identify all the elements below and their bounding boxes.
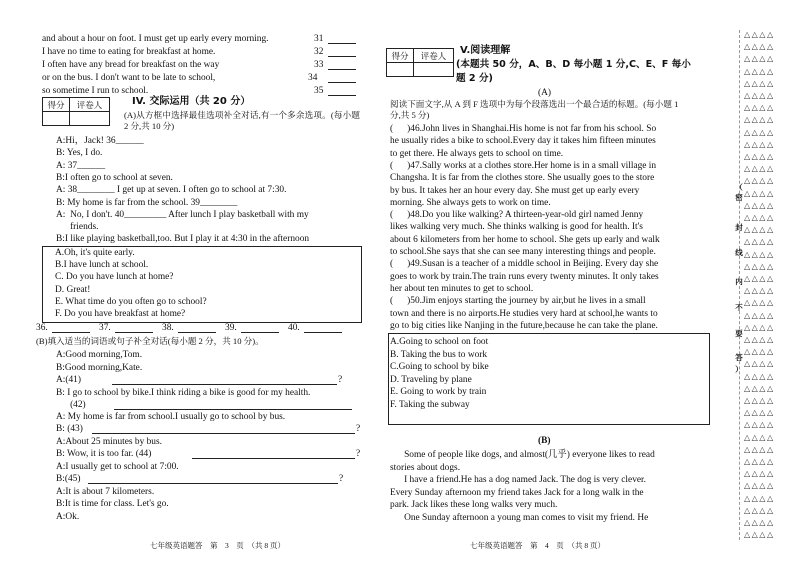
question-mark: ?: [338, 375, 343, 385]
triangle-row: △△△△: [744, 310, 775, 320]
passage-line: I have a friend.He has a dog named Jack. The dog is very clever.: [390, 475, 646, 485]
options-box: [42, 246, 362, 323]
triangle-row: △△△△: [744, 432, 775, 442]
page-footer: 七年级英语题答 第 4 页 （共 8 页）: [470, 541, 605, 550]
dialog-line: B:I often go to school at seven.: [56, 172, 173, 183]
dialog-line: (42): [56, 400, 86, 410]
score-cell: [70, 112, 110, 126]
passage-line: to school.She says that she can see many interesting things and people.: [390, 247, 656, 257]
triangle-row: △△△△: [744, 347, 775, 357]
option-item: B.I have lunch at school.: [55, 260, 149, 271]
triangle-row: △△△△: [744, 152, 775, 161]
option-item: F. Do you have breakfast at home?: [55, 309, 186, 319]
seal-char: 封: [735, 223, 743, 232]
answer-blank: [115, 324, 153, 333]
part-label: (B): [538, 436, 551, 446]
triangle-row: △△△△: [744, 383, 775, 393]
dialog-line: A: 38________ I get up at seven. I often go to school at 7:30.: [56, 185, 287, 196]
dialog-line: B: Yes, I do.: [56, 148, 103, 159]
passage-line: by bus. It takes her an hour every day. She must get up early every: [390, 185, 640, 196]
instruction: (B)填入适当的词语或句子补全对话(每小题 2 分，共 10 分)。: [36, 336, 264, 346]
question-mark: ?: [356, 449, 361, 459]
passage-line: her about ten minutes to get to school.: [390, 283, 534, 294]
score-table: [386, 48, 454, 77]
score-label: 评卷人: [414, 49, 454, 63]
triangle-row: △△△△: [744, 408, 775, 418]
instruction: (A)从方框中选择最佳选项补全对话,有一个多余选项。(每小题 2 分,共 10 分): [124, 110, 360, 131]
passage-line: likes walking very much. She thinks walking is good for health. It's: [390, 222, 643, 233]
answer-number: 40.: [288, 323, 300, 333]
triangle-row: △△△△: [744, 396, 775, 405]
correction-number: 32: [314, 47, 324, 57]
triangle-row: △△△△: [744, 274, 775, 283]
dialog-line: friends.: [56, 222, 99, 233]
dialog-line: B:(45): [56, 474, 81, 484]
answer-blank: [192, 450, 355, 459]
correction-number: 33: [314, 60, 324, 70]
triangle-row: △△△△: [744, 457, 775, 466]
correction-number: 31: [314, 34, 324, 44]
passage-line: park. Jack likes these long walks very much.: [390, 500, 558, 510]
dialog-line: B: My home is far from the school. 39________: [56, 197, 238, 208]
correction-number: 34: [308, 73, 318, 83]
correction-number: 35: [314, 86, 324, 96]
section-title: V.阅读理解: [460, 45, 511, 56]
dialog-line: A:Ok.: [56, 512, 80, 522]
passage-line: so sometime I run to school.: [42, 86, 149, 96]
triangle-row: △△△△: [744, 225, 775, 235]
seal-char: 不: [735, 303, 743, 312]
answer-blank: [328, 48, 356, 57]
dialog-line: A: 37______: [56, 160, 106, 171]
triangle-row: △△△△: [744, 249, 775, 259]
seal-char: 要: [735, 329, 743, 338]
dialog-line: A:Hi，Jack! 36______: [56, 136, 144, 146]
triangle-row: △△△△: [744, 322, 775, 332]
answer-number: 36.: [36, 323, 48, 333]
triangle-row: △△△△: [744, 139, 775, 149]
question-mark: ?: [356, 424, 361, 434]
dialog-line: A:About 25 minutes by bus.: [56, 437, 162, 447]
answer-blank: [328, 87, 356, 96]
passage-line: ( )46.John lives in Shanghai.His home is not far from his school. So: [390, 124, 657, 134]
passage-line: and about a hour on foot. I must get up early every morning.: [42, 34, 269, 44]
triangle-row: △△△△: [744, 530, 775, 540]
dialog-line: B: Wow, it is too far. (44): [56, 449, 152, 459]
section-title: IV. 交际运用（共 20 分）: [132, 96, 251, 107]
triangle-row: △△△△: [744, 30, 775, 39]
option-item: B. Taking the bus to work: [390, 349, 488, 360]
answer-blank: [112, 376, 337, 385]
dialog-line: B:It is time for class. Let's go.: [56, 499, 169, 509]
passage-line: about 6 kilometers from her home to school. She gets up early and walk: [390, 234, 660, 245]
passage-line: Some of people like dogs, and almost(几乎) everyone likes to read: [390, 450, 655, 460]
triangle-row: △△△△: [744, 54, 775, 64]
option-item: A.Oh, it's quite early.: [55, 248, 135, 258]
score-label: 评卷人: [70, 98, 110, 112]
triangle-row: △△△△: [744, 469, 775, 479]
dialog-line: B: I go to school by bike.I think riding a bike is good for my health.: [56, 388, 311, 398]
option-item: C.Going to school by bike: [390, 362, 489, 373]
triangle-row: △△△△: [744, 237, 775, 247]
passage-line: stories about dogs.: [390, 462, 461, 473]
instruction: 阅读下面文字,从 A 到 F 选项中为每个段落选出一个最合适的标题。(每小题 1: [390, 99, 679, 109]
triangle-row: △△△△: [744, 176, 775, 186]
dialog-line: B: (43): [56, 424, 83, 434]
answer-blank: [304, 324, 342, 333]
passage-line: he usually rides a bike to school.Every day it takes him fifteen minutes: [390, 136, 656, 147]
answer-blank: [114, 401, 352, 410]
answer-blank: [241, 324, 279, 333]
answer-blank: [328, 35, 356, 44]
triangle-row: △△△△: [744, 127, 775, 137]
score-label: 得分: [387, 49, 414, 63]
triangle-row: △△△△: [744, 66, 775, 76]
triangle-row: △△△△: [744, 286, 775, 296]
passage-line: goes to work by train.The train runs every twenty minutes. It only takes: [390, 271, 659, 282]
question-mark: ?: [339, 474, 344, 484]
score-label: 得分: [43, 98, 70, 112]
seal-line: [739, 30, 740, 540]
seal-char: 密: [735, 193, 743, 202]
seal-margin: [730, 30, 794, 550]
passage-line: go to big cities like Nanjing in the future,because he can take the plane.: [390, 320, 658, 331]
passage-line: or on the bus. I don't want to be late to school,: [42, 73, 216, 83]
seal-char: 内: [735, 277, 743, 286]
page-footer: 七年级英语题答 第 3 页 （共 8 页）: [150, 541, 285, 550]
passage-line: ( )49.Susan is a teacher of a middle school in Beijing. Every day she: [390, 259, 659, 270]
options-box: [388, 333, 710, 425]
triangle-row: △△△△: [744, 335, 775, 344]
answer-blank: [88, 475, 338, 484]
passage-line: I have no time to eating for breakfast at home.: [42, 47, 216, 57]
answer-blank: [52, 324, 90, 333]
section-subtitle: 题 2 分): [456, 73, 493, 84]
option-item: E. What time do you often go to school?: [55, 296, 207, 307]
triangle-row: △△△△: [744, 444, 775, 454]
answer-blank: [328, 74, 356, 83]
triangle-row: △△△△: [744, 213, 775, 222]
seal-char: （: [735, 183, 743, 192]
triangle-row: △△△△: [744, 42, 775, 52]
answer-number: 38.: [162, 323, 174, 333]
passage-line: morning. She always gets to work on time.: [390, 197, 551, 208]
triangle-row: △△△△: [744, 371, 775, 381]
option-item: D. Great!: [55, 284, 91, 295]
score-table: [42, 97, 110, 126]
passage-line: I often have any bread for breakfast on the way: [42, 60, 220, 70]
triangle-row: △△△△: [744, 420, 775, 430]
answer-number: 39.: [225, 323, 237, 333]
answer-blank: [178, 324, 216, 333]
dialog-line: B:Good morning,Kate.: [56, 363, 143, 373]
passage-line: town and there is no airports.He studies very hard at school,he wants to: [390, 308, 658, 319]
triangle-row: △△△△: [744, 481, 775, 491]
option-item: F. Taking the subway: [390, 400, 470, 410]
option-item: D. Traveling by plane: [390, 374, 472, 385]
score-cell: [414, 63, 454, 77]
score-cell: [387, 63, 414, 77]
triangle-row: △△△△: [744, 188, 775, 198]
dialog-line: A:(41): [56, 375, 81, 385]
passage-line: One Sunday afternoon a young man comes to visit my friend. He: [390, 512, 649, 523]
answer-number: 37.: [99, 323, 111, 333]
triangle-row: △△△△: [744, 115, 775, 125]
option-item: E. Going to work by train: [390, 387, 487, 398]
passage-line: Changsha. It is far from the clothes store. She usually goes to the store: [390, 173, 655, 184]
triangle-row: △△△△: [744, 78, 775, 88]
dialog-line: A:Good morning,Tom.: [56, 350, 143, 360]
seal-char: ）: [735, 365, 743, 374]
triangle-row: △△△△: [744, 298, 775, 308]
answer-blank: [92, 425, 355, 434]
option-item: A.Going to school on foot: [390, 337, 489, 347]
passage-line: to get there. He always gets to school on time.: [390, 148, 564, 159]
passage-line: ( )47.Sally works at a clothes store.Her home is in a small village in: [390, 160, 657, 171]
seal-char: 答: [735, 353, 743, 362]
part-label: (A): [538, 88, 552, 98]
passage-line: ( )50.Jim enjoys starting the journey by air,but he lives in a small: [390, 296, 646, 307]
triangle-row: △△△△: [744, 103, 775, 113]
dialog-line: A:It is about 7 kilometers.: [56, 487, 155, 497]
option-item: C. Do you have lunch at home?: [55, 272, 174, 283]
triangle-row: △△△△: [744, 505, 775, 515]
triangle-row: △△△△: [744, 493, 775, 503]
triangle-row: △△△△: [744, 359, 775, 369]
dialog-line: A:I usually get to school at 7:00.: [56, 462, 179, 472]
passage-line: ( )48.Do you like walking? A thirteen-year-old girl named Jenny: [390, 210, 644, 221]
triangle-row: △△△△: [744, 164, 775, 174]
answer-blank: [328, 61, 356, 70]
section-subtitle: (本题共 50 分，A、B、D 每小题 1 分,C、E、F 每小: [456, 59, 691, 70]
instruction: 分,共 5 分): [390, 110, 430, 120]
seal-char: 线: [735, 248, 743, 257]
score-cell: [43, 112, 70, 126]
triangle-row: △△△△: [744, 518, 775, 527]
triangle-row: △△△△: [744, 261, 775, 271]
dialog-line: B:I like playing basketball,too. But I play it at 4:30 in the afternoon: [56, 234, 310, 245]
passage-line: Every Sunday afternoon my friend takes Jack for a long walk in the: [390, 487, 644, 498]
triangle-row: △△△△: [744, 200, 775, 210]
triangle-row: △△△△: [744, 91, 775, 100]
dialog-line: A: No, I don't. 40_________ After lunch I play basketball with my: [56, 209, 309, 220]
dialog-line: A: My home is far from school.I usually go to school by bus.: [56, 412, 286, 422]
